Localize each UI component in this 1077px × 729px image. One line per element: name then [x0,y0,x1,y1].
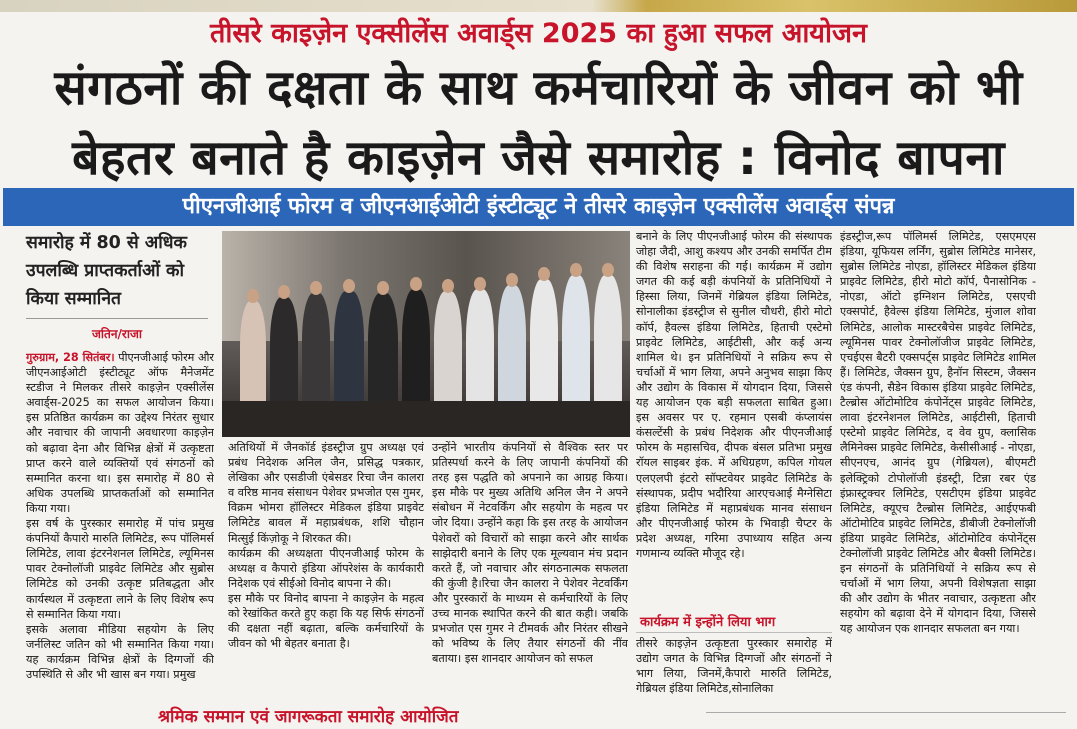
photo-person [498,285,526,411]
photo-person [562,275,590,411]
col4-paragraph-1: बनाने के लिए पीएनजीआई फोरम की संस्थापक जोहा जैदी, आशु कश्यप और उनकी समर्पित टीम की विशेष सराहना की गई। कार्यक्रम में उद्योग जगत की कई बड़ी कंपनियों के प्रतिनिधियों ने हिस्सा लिया, जिनमें गेब्रियल इंडिया लिमिटेड, सोनालीका इंडस्ट्रीज से सुनील चौधरी, हीरो मोटो कॉर्प, हैवल्स इंडिया लिमिटेड, हिताची एस्टेमो प्राइवेट लिमिटेड, आईटीसी, और कई अन्य शामिल थे। इन प्रतिनिधियों ने सक्रिय रूप से चर्चाओं में भाग लिया, अपने अनुभव साझा किए और उद्योग के विकास में योगदान दिया, जिससे यह आयोजन एक बड़ी सफलता साबित हुआ। इस अवसर पर ए. रहमान एसबी कंप्लायंस कंसल्टेंसी के प्रबंध निदेशक और पीएनजीआई फोरम के महासचिव, दीपक बंसल प्रतिभा प्रमुख रॉयल साइबर इंक. में अधिग्रहण, कपिल गोयल एलएलपी इंटरो सॉफ्टवेयर प्राइवेट लिमिटेड के संस्थापक, प्रदीप भदौरिया आरएचआई मैग्नेसिटा इंडिया लिमिटेड में महाप्रबंधक मानव संसाधन और पीएनजीआई फोरम के भिवाड़ी चैप्टर के प्रदेश अध्यक्ष, गरिमा उपाध्याय सहित अन्य गणमान्य व्यक्ति मौजूद रहे। [636,230,832,560]
photo-person [530,279,558,411]
col2-paragraph-3: इस मौके पर विनोद बापना ने काइज़ेन के महत्व को रेखांकित करते हुए कहा कि यह सिर्फ संगठनों की दक्षता नहीं बढ़ाता, बल्कि कर्मचारियों के जीवन को भी बेहतर बनाता है। [228,591,424,651]
photo-head [247,289,259,303]
photo-person [434,291,462,411]
article-column-4-continued [636,636,832,700]
photo-head [278,285,290,299]
section-divider [636,632,832,633]
photo-floor [222,401,630,437]
photo-person [466,289,494,411]
photo-person [270,297,298,411]
pull-quote: समारोह में 80 से अधिक उपलब्धि प्राप्तकर्ताओं को किया सम्मानित [26,233,187,309]
photo-head [474,277,486,291]
photo-head [410,277,422,291]
article-column-3 [432,440,628,700]
photo-head [377,281,389,295]
photo-head [570,263,582,277]
main-headline-line2: बेहतर बनाते है काइज़ेन जैसे समारोह : विनोद बापना [72,130,1005,186]
photo-head [602,263,614,277]
photo-person [594,275,622,411]
article-column-2 [228,440,424,700]
photo-person [368,293,398,411]
event-group-photo [222,231,630,437]
col3-paragraph-1: उन्होंने भारतीय कंपनियों से वैश्विक स्तर पर प्रतिस्पर्धा करने के लिए जापानी कंपनियों की तरह इस पद्धति को अपनाने का आग्रह किया। इस मौके पर मुख्य अतिथि अनिल जैन ने अपने संबोधन में नेटवर्किंग और सहयोग के महत्व पर जोर दिया। उन्होंने कहा कि इस तरह के आयोजन पेशेवरों को विचारों को साझा करने और सार्थक साझेदारी बनाने के लिए एक मूल्यवान मंच प्रदान करते हैं, जो नवाचार और संगठनात्मक सफलता की कुंजी है।रिचा जैन कालरा ने पेशेवर नेटवर्किंग और पुरस्कारों के माध्यम से कर्मचारियों के लिए उच्च मानक स्थापित करने की बात कही। जबकि प्रभजोत एस गुमर ने टीमवर्क और निरंतर सीखने को भविष्य के लिए तैयार संगठनों की नींव बताया। इस शानदार आयोजन को सफल [432,441,628,666]
main-headline-line1: संगठनों की दक्षता के साथ कर्मचारियों के जीवन को भी [54,60,1023,116]
photo-head [310,281,322,295]
article-column-1 [26,350,214,700]
article-column-5 [840,229,1036,700]
next-article-headline: श्रमिक सम्मान एवं जागरूकता समारोह आयोजित [158,707,459,727]
col5-paragraph-1: इंडस्ट्रीज,रूप पॉलिमर्स लिमिटेड, एसएमएस इंडिया, यूफियस लर्निंग, सुब्रोस लिमिटेड मानेसर, सुब्रोस लिमिटेड नोएडा, हॉलिस्टर मेडिकल इंडिया प्राइवेट लिमिटेड, हीरो मोटो कॉर्प, पैनासोनिक - नोएडा, ऑटो इग्निशन लिमिटेड, एसएची एक्सपोर्ट, हैवेल्स इंडिया लिमिटेड, मुंजाल शोवा लिमिटेड, आलोक मास्टरबैचेस प्राइवेट लिमिटेड, ल्यूमिनस पावर टेक्नोलॉजीज प्राइवेट लिमिटेड, एचईएस बैटरी एक्सपर्ट्स प्राइवेट लिमिटेड शामिल हैं। लिमिटेड, जैक्सन ग्रुप, हैनॉन सिस्टम, जैक्सन एंड कंपनी, सैडेन विकास इंडिया प्राइवेट लिमिटेड, टैल्ब्रोस ऑटोमोटिव कंपोनेंट्स प्राइवेट लिमिटेड, लावा इंटरनेशनल लिमिटेड, आईटीसी, हिताची एस्टेमो प्राइवेट लिमिटेड, द वेव ग्रुप, क्लासिक लैमिनेक्स प्राइवेट लिमिटेड, केसीसीआई - नोएडा, सीएनएच, आनंद ग्रुप (गेब्रियल), बीएमटी इलेक्ट्रिको टोपोलॉजी इंडस्ट्री, टिन्ना रबर एंड इंफ्रास्ट्रक्चर लिमिटेड, एसटीएम इंडिया प्राइवेट लिमिटेड, क्यूएच टैल्ब्रोस लिमिटेड, आईएफबी ऑटोमोटिव प्राइवेट लिमिटेड, डीबीजी टेक्नोलॉजी इंडिया प्राइवेट लिमिटेड, ऑटोमोटिव कंपोनेंट्स टेक्नोलॉजी प्राइवेट लिमिटेड और बैक्सी लिमिटेड। इन संगठनों के प्रतिनिधियों ने सक्रिय रूप से चर्चाओं में भाग लिया, अपनी विशेषज्ञता साझा की और उद्योग के भीतर नवाचार, उत्कृष्टता और सहयोग को बढ़ावा देने में योगदान दिया, जिससे यह आयोजन एक शानदार सफलता बन गया। [840,230,1036,636]
col2-paragraph-2: कार्यक्रम की अध्यक्षता पीएनजीआई फोरम के अध्यक्ष व कैपारो इंडिया ऑपरेशंस के कार्यकारी निदेशक एवं सीईओ विनोद बापना ने की। [228,546,424,590]
photo-head [538,267,550,281]
article-column-4 [636,229,832,607]
col1-paragraph-2: इस वर्ष के पुरस्कार समारोह में पांच प्रमुख कंपनियों कैपारो मारुति लिमिटेड, रूप पॉलिमर्स लिमिटेड, लावा इंटरनेशनल लिमिटेड, ल्यूमिनस पावर टेक्नोलॉजी प्राइवेट लिमिटेड और सुब्रोस लिमिटेड को उनकी उत्कृष्ट प्रतिबद्धता और कार्यस्थल में उत्कृष्टता लाने के लिए विशेष रूप से सम्मानित किया गया। [26,517,214,621]
kicker-headline: तीसरे काइज़ेन एक्सीलेंस अवार्ड्स 2025 का हुआ सफल आयोजन [210,18,867,49]
photo-person [302,293,330,411]
photo-person [334,291,364,411]
photo-head [442,279,454,293]
section-subhead: कार्यक्रम में इन्होंने लिया भाग [640,615,776,630]
next-article-rule [706,712,1066,729]
col1-paragraph-3: इसके अलावा मीडिया सहयोग के लिए जर्नलिस्ट जतिन को भी सम्मानित किया गया। यह कार्यक्रम विभिन्न क्षेत्रों के दिग्गजों की उपस्थिति से और भी खास बन गया। प्रमुख [26,622,214,681]
top-strip [0,0,1077,12]
dateline: गुरुग्राम, 28 सितंबर। [26,351,115,364]
photo-person [402,289,430,411]
photo-head [343,279,355,293]
col2-paragraph-1: अतिथियों में जैनकॉर्ड इंडस्ट्रीज ग्रुप अध्यक्ष एवं प्रबंध निदेशक अनिल जैन, प्रसिद्ध पत्रकार, लेखिका और एसडीजी एंबेसडर रिचा जैन कालरा व वरिष्ठ मानव संसाधन पेशेवर प्रभजोत एस गुमर, विक्रम भोमरा हॉलिस्टर मेडिकल इंडिया प्राइवेट लिमिटेड बावल में महाप्रबंधक, शशि चौहान मित्सुई किंज़ोकू ने शिरकत की। [228,441,424,545]
photo-person [240,301,266,411]
col1-paragraph-1: पीएनजीआई फोरम और जीएनआईओटी इंस्टीट्यूट ऑफ मैनेजमेंट स्टडीज ने मिलकर तीसरे काइज़ेन एक्सीलेंस अवार्ड्स-2025 का सफल आयोजन किया। इस प्रतिष्ठित कार्यक्रम का उद्देश्य निरंतर सुधार और नवाचार की जापानी अवधारणा काइज़ेन को बढ़ावा देना और विभिन्न क्षेत्रों में उत्कृष्टता प्राप्त करने वाले व्यक्तियों एवं संगठनों को सम्मानित करना था। इस समारोह में 80 से अधिक उपलब्धि प्राप्तकर्ताओं को सम्मानित किया गया। [26,351,214,515]
subheadline-banner: पीएनजीआई फोरम व जीएनआईओटी इंस्टीट्यूट ने तीसरे काइज़ेन एक्सीलेंस अवार्ड्स संपन्न [3,188,1074,226]
byline: जतिन/राजा [92,327,142,341]
col4-paragraph-2: तीसरे काइज़ेन उत्कृष्टता पुरस्कार समारोह में उद्योग जगत के विभिन्न दिग्गजों और संगठनों ने भाग लिया, जिनमें,कैपारो मारुति लिमिटेड, गेब्रियल इंडिया लिमिटेड,सोनालिका [636,637,832,696]
pull-quote-divider [26,318,208,319]
photo-head [506,273,518,287]
